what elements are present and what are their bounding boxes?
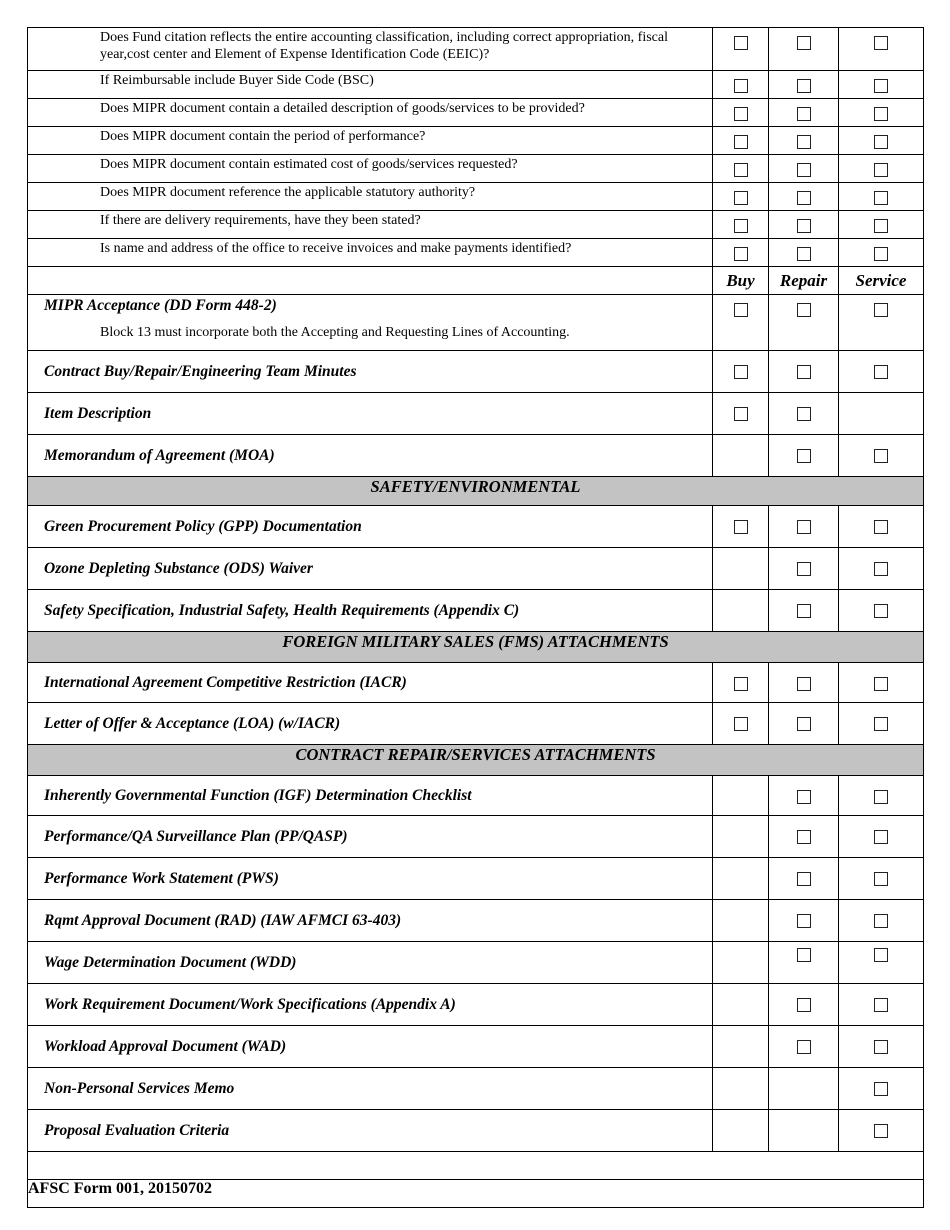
repair-checkbox[interactable]	[797, 998, 811, 1012]
repair-checkbox[interactable]	[797, 79, 811, 93]
empty-service-cell	[839, 393, 924, 435]
empty-buy-cell	[713, 942, 769, 984]
item-row	[28, 703, 924, 745]
item-label: International Agreement Competitive Restriction (IACR)	[28, 663, 713, 703]
question-row	[28, 28, 924, 71]
repair-checkbox[interactable]	[797, 914, 811, 928]
buy-column-header: Buy	[713, 267, 769, 295]
service-checkbox[interactable]	[874, 790, 888, 804]
repair-checkbox[interactable]	[797, 872, 811, 886]
item-label: Letter of Offer & Acceptance (LOA) (w/IACR)	[28, 703, 713, 745]
empty-buy-cell	[713, 858, 769, 900]
item-row	[28, 548, 924, 590]
buy-checkbox[interactable]	[734, 135, 748, 149]
item-row	[28, 506, 924, 548]
mipr-acceptance-note: Block 13 must incorporate both the Accepting and Requesting Lines of Accounting.	[100, 325, 570, 340]
checklist-table	[27, 27, 924, 1208]
service-checkbox[interactable]	[874, 365, 888, 379]
footer-row	[28, 1180, 924, 1208]
repair-checkbox[interactable]	[797, 790, 811, 804]
repair-checkbox[interactable]	[797, 365, 811, 379]
blank-row	[28, 1152, 924, 1180]
question-row	[28, 211, 924, 239]
column-header-row	[28, 267, 924, 295]
question-text: Is name and address of the office to receive invoices and make payments identified?	[28, 239, 713, 267]
service-checkbox[interactable]	[874, 914, 888, 928]
service-checkbox[interactable]	[874, 219, 888, 233]
service-checkbox[interactable]	[874, 79, 888, 93]
repair-checkbox[interactable]	[797, 36, 811, 50]
empty-buy-cell	[713, 816, 769, 858]
empty-buy-cell	[713, 1068, 769, 1110]
column-header-spacer	[28, 267, 713, 295]
repair-checkbox[interactable]	[797, 604, 811, 618]
section-header-row	[28, 477, 924, 506]
service-checkbox[interactable]	[874, 107, 888, 121]
empty-buy-cell	[713, 1110, 769, 1152]
service-checkbox[interactable]	[874, 1040, 888, 1054]
empty-buy-cell	[713, 984, 769, 1026]
item-label: Green Procurement Policy (GPP) Documentation	[28, 506, 713, 548]
repair-checkbox[interactable]	[797, 520, 811, 534]
question-row	[28, 71, 924, 99]
service-checkbox[interactable]	[874, 948, 888, 962]
item-row	[28, 590, 924, 632]
item-label: Item Description	[28, 393, 713, 435]
item-label: Ozone Depleting Substance (ODS) Waiver	[28, 548, 713, 590]
service-checkbox[interactable]	[874, 1082, 888, 1096]
item-label: Rqmt Approval Document (RAD) (IAW AFMCI 63-403)	[28, 900, 713, 942]
repair-checkbox[interactable]	[797, 449, 811, 463]
form-footer: AFSC Form 001, 20150702	[28, 1180, 924, 1208]
item-row	[28, 1026, 924, 1068]
item-label: Inherently Governmental Function (IGF) Determination Checklist	[28, 776, 713, 816]
mipr-acceptance-row	[28, 295, 924, 351]
item-row	[28, 351, 924, 393]
repair-checkbox[interactable]	[797, 677, 811, 691]
section-header-safety: SAFETY/ENVIRONMENTAL	[28, 477, 924, 506]
item-row	[28, 942, 924, 984]
repair-checkbox[interactable]	[797, 717, 811, 731]
repair-checkbox[interactable]	[797, 948, 811, 962]
item-row	[28, 393, 924, 435]
service-checkbox[interactable]	[874, 1124, 888, 1138]
question-text: Does MIPR document contain estimated cost of goods/services requested?	[28, 155, 713, 183]
item-label: Memorandum of Agreement (MOA)	[28, 435, 713, 477]
repair-checkbox[interactable]	[797, 247, 811, 261]
item-row	[28, 435, 924, 477]
question-text: Does MIPR document contain the period of performance?	[28, 127, 713, 155]
item-row	[28, 1110, 924, 1152]
buy-checkbox[interactable]	[734, 303, 748, 317]
item-row	[28, 984, 924, 1026]
question-row	[28, 99, 924, 127]
buy-checkbox[interactable]	[734, 79, 748, 93]
buy-checkbox[interactable]	[734, 36, 748, 50]
question-row	[28, 183, 924, 211]
buy-checkbox[interactable]	[734, 107, 748, 121]
mipr-acceptance-cell	[28, 295, 713, 351]
service-checkbox[interactable]	[874, 449, 888, 463]
buy-checkbox[interactable]	[734, 717, 748, 731]
empty-repair-cell	[769, 1110, 839, 1152]
service-checkbox[interactable]	[874, 163, 888, 177]
empty-buy-cell	[713, 776, 769, 816]
buy-checkbox[interactable]	[734, 191, 748, 205]
buy-checkbox[interactable]	[734, 677, 748, 691]
question-text: If there are delivery requirements, have they been stated?	[28, 211, 713, 239]
empty-buy-cell	[713, 590, 769, 632]
repair-checkbox[interactable]	[797, 407, 811, 421]
item-row	[28, 816, 924, 858]
section-header-fms: FOREIGN MILITARY SALES (FMS) ATTACHMENTS	[28, 632, 924, 663]
repair-checkbox[interactable]	[797, 135, 811, 149]
repair-checkbox[interactable]	[797, 191, 811, 205]
buy-checkbox[interactable]	[734, 247, 748, 261]
buy-checkbox[interactable]	[734, 365, 748, 379]
repair-checkbox[interactable]	[797, 303, 811, 317]
item-label: Workload Approval Document (WAD)	[28, 1026, 713, 1068]
item-row	[28, 900, 924, 942]
service-cell	[839, 28, 924, 71]
question-text: Does MIPR document contain a detailed description of goods/services to be provided?	[28, 99, 713, 127]
question-row	[28, 155, 924, 183]
item-label: Non-Personal Services Memo	[28, 1068, 713, 1110]
empty-buy-cell	[713, 435, 769, 477]
repair-checkbox[interactable]	[797, 219, 811, 233]
section-header-row	[28, 632, 924, 663]
service-checkbox[interactable]	[874, 872, 888, 886]
service-checkbox[interactable]	[874, 717, 888, 731]
service-checkbox[interactable]	[874, 677, 888, 691]
mipr-acceptance-title: MIPR Acceptance (DD Form 448-2)	[44, 297, 277, 314]
item-row	[28, 663, 924, 703]
item-label: Performance Work Statement (PWS)	[28, 858, 713, 900]
repair-column-header: Repair	[769, 267, 839, 295]
item-label: Safety Specification, Industrial Safety, Health Requirements (Appendix C)	[28, 590, 713, 632]
service-checkbox[interactable]	[874, 830, 888, 844]
buy-checkbox[interactable]	[734, 407, 748, 421]
buy-checkbox[interactable]	[734, 163, 748, 177]
question-row	[28, 127, 924, 155]
service-checkbox[interactable]	[874, 604, 888, 618]
question-text: If Reimbursable include Buyer Side Code (BSC)	[28, 71, 713, 99]
item-label: Contract Buy/Repair/Engineering Team Minutes	[28, 351, 713, 393]
service-checkbox[interactable]	[874, 191, 888, 205]
section-header-repair-services: CONTRACT REPAIR/SERVICES ATTACHMENTS	[28, 745, 924, 776]
item-label: Proposal Evaluation Criteria	[28, 1110, 713, 1152]
item-row	[28, 1068, 924, 1110]
question-text: Does Fund citation reflects the entire accounting classification, including correct appropriation, fiscal year,cost center and Element of Expense Identification Code (EEIC)?	[28, 28, 713, 71]
question-text: Does MIPR document reference the applicable statutory authority?	[28, 183, 713, 211]
empty-buy-cell	[713, 900, 769, 942]
service-checkbox[interactable]	[874, 520, 888, 534]
empty-buy-cell	[713, 548, 769, 590]
section-header-row	[28, 745, 924, 776]
question-row	[28, 239, 924, 267]
service-checkbox[interactable]	[874, 247, 888, 261]
service-checkbox[interactable]	[874, 135, 888, 149]
item-label: Performance/QA Surveillance Plan (PP/QASP)	[28, 816, 713, 858]
repair-checkbox[interactable]	[797, 562, 811, 576]
item-label: Work Requirement Document/Work Specifications (Appendix A)	[28, 984, 713, 1026]
blank-cell	[28, 1152, 924, 1180]
service-checkbox[interactable]	[874, 36, 888, 50]
repair-checkbox[interactable]	[797, 830, 811, 844]
repair-checkbox[interactable]	[797, 1040, 811, 1054]
service-column-header: Service	[839, 267, 924, 295]
service-checkbox[interactable]	[874, 303, 888, 317]
service-checkbox[interactable]	[874, 562, 888, 576]
buy-checkbox[interactable]	[734, 520, 748, 534]
repair-checkbox[interactable]	[797, 107, 811, 121]
item-row	[28, 776, 924, 816]
repair-cell	[769, 28, 839, 71]
service-checkbox[interactable]	[874, 998, 888, 1012]
buy-checkbox[interactable]	[734, 219, 748, 233]
item-row	[28, 858, 924, 900]
empty-buy-cell	[713, 1026, 769, 1068]
item-label: Wage Determination Document (WDD)	[28, 942, 713, 984]
repair-checkbox[interactable]	[797, 163, 811, 177]
empty-repair-cell	[769, 1068, 839, 1110]
buy-cell	[713, 28, 769, 71]
